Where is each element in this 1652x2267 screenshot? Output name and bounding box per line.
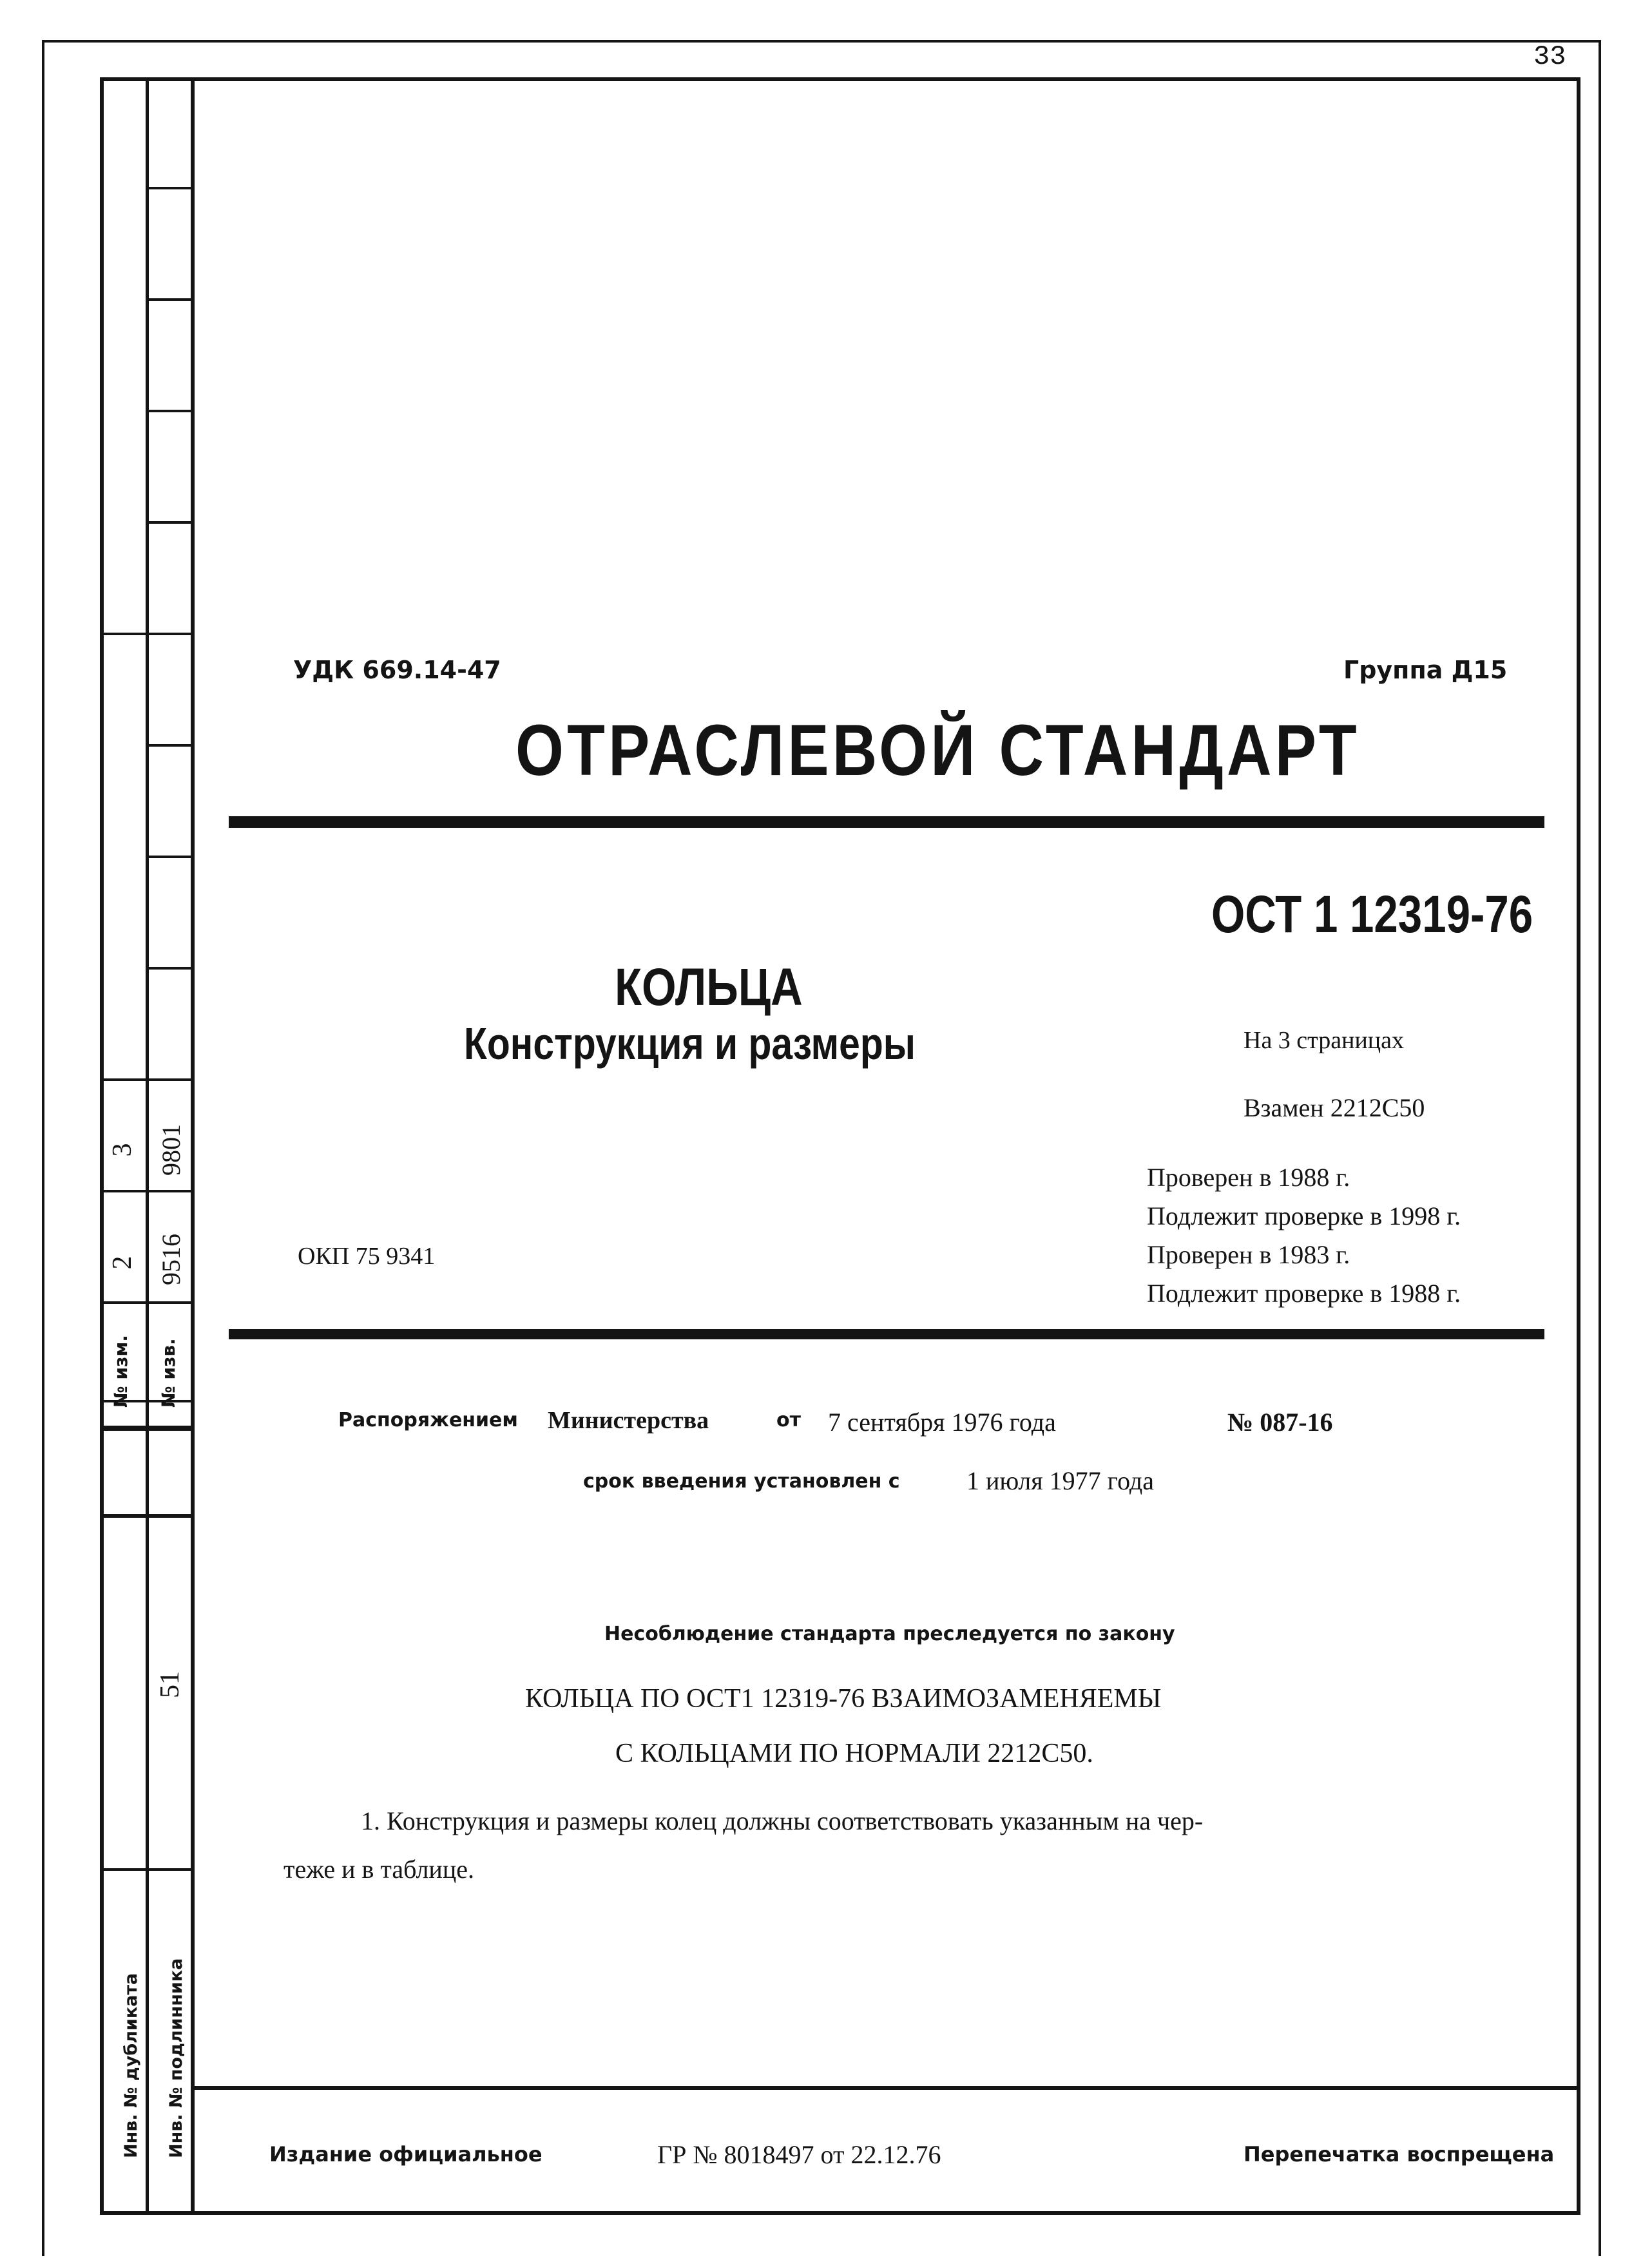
paragraph-1-line-2: теже и в таблице. (283, 1855, 474, 1884)
check-2: Подлежит проверке в 1998 г. (1147, 1201, 1461, 1230)
page-count: На 3 страницах (1244, 1027, 1404, 1054)
footer-reprint: Перепечатка воспрещена (1244, 2142, 1555, 2167)
law-notice: Несоблюдение стандарта преследуется по закону (604, 1623, 1175, 1645)
header-bold-rule (229, 816, 1544, 828)
duplicate-inventory-label: Инв. № дубликата (121, 1973, 141, 2158)
document-subtitle: Конструкция и размеры (464, 1019, 916, 1069)
stamp-row-line (146, 521, 195, 524)
stamp-strip-line-2 (146, 77, 149, 2215)
inner-frame-right (1577, 77, 1580, 2215)
order-number: № 087-16 (1227, 1408, 1333, 1437)
original-inventory-label: Инв. № подлинника (166, 1958, 186, 2158)
stamp-row-line (146, 744, 195, 747)
outer-frame-right (1599, 40, 1601, 2256)
check-3: Проверен в 1983 г. (1147, 1240, 1350, 1269)
footer-divider (191, 2086, 1580, 2090)
stamp-row-line (100, 633, 195, 635)
stamp-row-line (146, 856, 195, 858)
stamp-row-line (146, 298, 195, 301)
notice-label: № изв. (158, 1338, 179, 1408)
footer-registration: ГР № 8018497 от 22.12.76 (657, 2140, 941, 2169)
stamp-row-line (146, 410, 195, 412)
main-field-left (191, 77, 195, 2215)
check-1: Проверен в 1988 г. (1147, 1163, 1350, 1192)
notice-number-9801: 9801 (157, 1124, 186, 1176)
change-label: № изм. (110, 1335, 131, 1408)
outer-frame-left (42, 40, 44, 2256)
replaces-norm: Взамен 2212С50 (1244, 1093, 1425, 1122)
document-title: КОЛЬЦА (615, 958, 803, 1017)
notice-number-9516: 9516 (157, 1234, 186, 1285)
stamp-row-line (100, 1426, 195, 1431)
order-ministry: Министерства (548, 1407, 709, 1434)
stamp-row-line (100, 1190, 195, 1192)
order-date: 7 сентября 1976 года (828, 1408, 1056, 1437)
interchange-line-2: С КОЛЬЦАМИ ПО НОРМАЛИ 2212С50. (615, 1739, 1093, 1768)
stamp-row-line (100, 1514, 195, 1518)
check-4: Подлежит проверке в 1988 г. (1147, 1279, 1461, 1308)
outer-frame-top (42, 40, 1601, 43)
order-label: Распоряжением (338, 1409, 518, 1431)
order-from: от (776, 1409, 801, 1431)
group-code: Группа Д15 (1343, 656, 1508, 684)
stamp-strip-line-1 (100, 77, 104, 2215)
standard-type-title: ОТРАСЛЕВОЙ СТАНДАРТ (515, 710, 1360, 790)
change-number-2: 2 (108, 1256, 137, 1270)
interchange-line-1: КОЛЬЦА ПО ОСТ1 12319-76 ВЗАИМОЗАМЕНЯЕМЫ (525, 1684, 1162, 1714)
page-number: 33 (1533, 41, 1566, 72)
footer-edition: Издание официальное (269, 2142, 543, 2167)
inner-frame-top (100, 77, 1580, 81)
stamp-row-line (100, 1078, 195, 1081)
inner-frame-bottom (100, 2211, 1580, 2215)
paragraph-1-line-1: 1. Конструкция и размеры колец должны соответствовать указанным на чер- (361, 1806, 1204, 1835)
udk-code: УДК 669.14-47 (293, 656, 501, 684)
okp-code: ОКП 75 9341 (298, 1243, 436, 1270)
change-number-3: 3 (108, 1143, 137, 1157)
middle-bold-rule (229, 1329, 1544, 1339)
stamp-row-line (146, 967, 195, 970)
stamp-row-line (100, 1868, 195, 1871)
stamp-row-line (146, 187, 195, 189)
standard-designation: ОСТ 1 12319-76 (1211, 885, 1533, 944)
effective-label: срок введения установлен с (583, 1470, 900, 1493)
original-inventory-number: 51 (155, 1671, 185, 1698)
stamp-row-line (100, 1301, 195, 1304)
effective-date: 1 июля 1977 года (966, 1466, 1155, 1495)
